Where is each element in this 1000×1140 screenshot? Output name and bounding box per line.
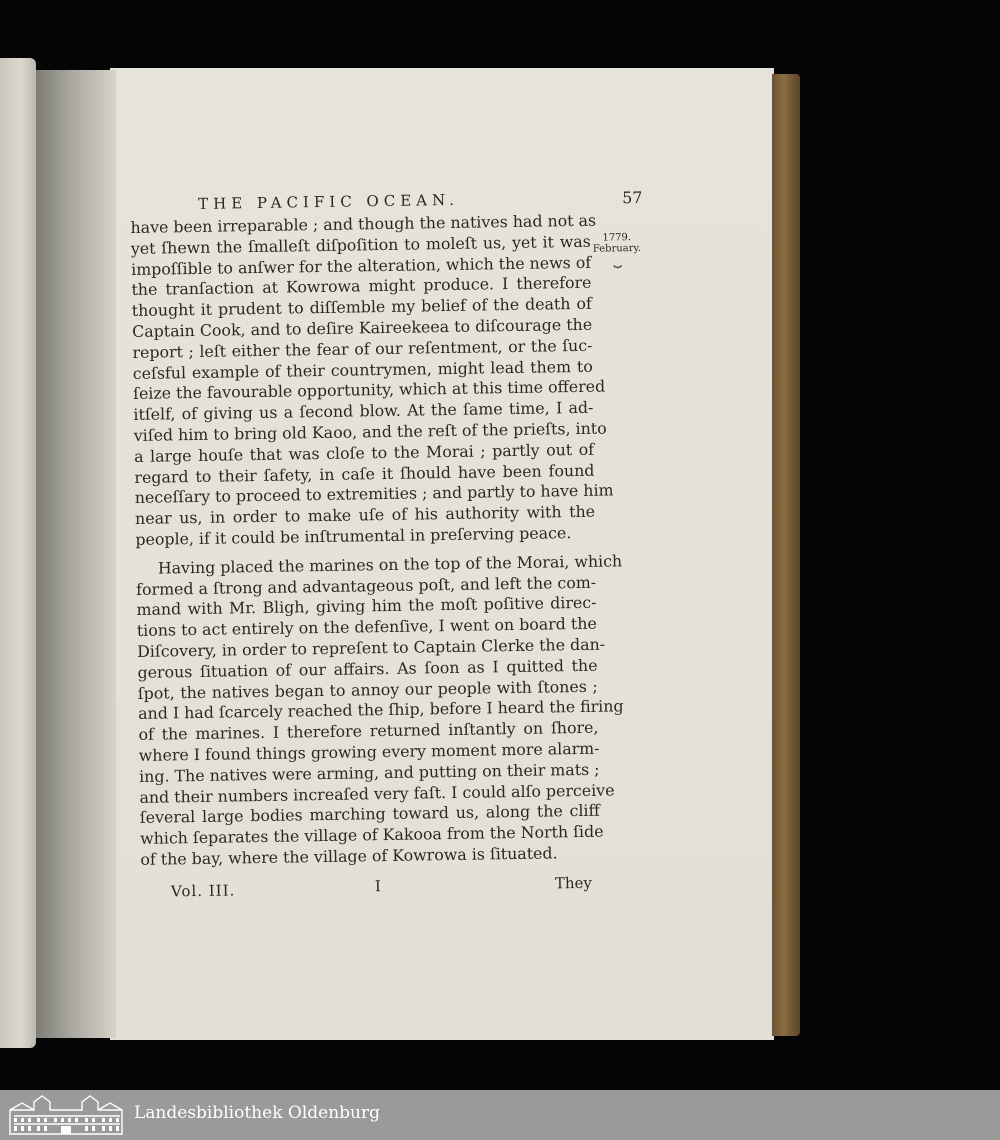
catchword: They bbox=[554, 873, 593, 893]
margin-note-year: 1779. bbox=[602, 232, 632, 244]
book-cover-edge bbox=[772, 74, 800, 1036]
text-line: people, if it could be inſtrumental in preſerving peace. bbox=[135, 523, 572, 549]
text-line: near us, in order to make uſe of his authority with the bbox=[134, 501, 596, 529]
text-line: formed a ſtrong and advantageous poſt, and left the com- bbox=[136, 572, 597, 599]
text-line: thought it prudent to diſſemble my belief of the death of bbox=[131, 293, 592, 321]
text-line: viſed him to bring old Kaoo, and the reſt of the prieſts, into bbox=[133, 418, 607, 445]
text-line: and their numbers increaſed very faſt. I could alſo perceive bbox=[139, 779, 615, 807]
text-line: ſeveral large bodies marching toward us, along the cliff bbox=[139, 801, 600, 828]
text-line: a large houſe that was cloſe to the Morai ; partly out of bbox=[133, 439, 595, 466]
text-line: report ; leſt either the fear of our reſentment, or the ſuc- bbox=[132, 335, 593, 362]
text-line: mand with Mr. Bligh, giving him the moſt poſitive direc- bbox=[136, 593, 597, 620]
signature-mark: I bbox=[374, 876, 381, 895]
text-line: regard to their ſafety, in caſe it ſhould have been found bbox=[134, 460, 595, 487]
text-line: Captain Cook, and to deſire Kaireekeea to diſcourage the bbox=[132, 314, 593, 341]
page-gutter-shadow bbox=[36, 70, 116, 1038]
facing-page-edge bbox=[0, 58, 36, 1048]
text-line: have been irreparable ; and though the natives had not as bbox=[130, 210, 597, 237]
text-line: of the bay, where the village of Kowrowa is ſituated. bbox=[140, 843, 558, 869]
text-line: the tranſaction at Kowrowa might produce. I therefore bbox=[131, 273, 592, 300]
text-line: Having placed the marines on the top of the Morai, which bbox=[157, 551, 623, 578]
text-line: and I had ſcarcely reached the ſhip, before I heard the firing bbox=[138, 696, 624, 724]
library-name: Landesbibliothek Oldenburg bbox=[134, 1103, 381, 1123]
text-line: yet ſhewn the ſmalleſt diſpoſition to moleſt us, yet it was bbox=[130, 231, 591, 258]
text-line: of the marines. I therefore returned inſtantly on ſhore, bbox=[138, 717, 599, 745]
text-line: ing. The natives were arming, and putting on their mats ; bbox=[138, 759, 600, 786]
text-line: Diſcovery, in order to repreſent to Captain Clerke the dan- bbox=[137, 634, 606, 661]
paragraph-1 bbox=[130, 210, 614, 551]
paragraph-2 bbox=[136, 551, 624, 870]
text-line: tions to act entirely on the defenſive, I went on board the bbox=[136, 613, 597, 641]
library-building-logo-icon bbox=[8, 1094, 124, 1136]
text-line: where I found things growing every moment more alarm- bbox=[138, 738, 600, 765]
running-head-title: THE PACIFIC OCEAN. bbox=[198, 190, 460, 213]
margin-note-month: February. bbox=[592, 242, 642, 255]
text-line: gerous ſituation of our affairs. As ſoon as I quitted the bbox=[137, 655, 598, 682]
text-line: which ſeparates the village of Kakooa from the North ſide bbox=[139, 821, 604, 849]
text-line: ceſsful example of their countrymen, might lead them to bbox=[132, 356, 593, 383]
text-line: impoſſible to anſwer for the alteration, which the news of bbox=[131, 252, 592, 279]
text-line: ſpot, the natives began to annoy our people with ſtones ; bbox=[137, 676, 598, 703]
text-line: ſeize the favourable opportunity, which at this time offered bbox=[132, 376, 606, 404]
text-line: neceſſary to proceed to extremities ; and partly to have him bbox=[134, 480, 614, 508]
margin-note-date bbox=[587, 232, 648, 267]
volume-label: Vol. III. bbox=[170, 881, 236, 901]
library-banner bbox=[0, 1090, 1000, 1140]
page-number: 57 bbox=[621, 187, 643, 208]
page-content bbox=[130, 187, 643, 903]
text-line: itſelf, of giving us a ſecond blow. At the ſame time, I ad- bbox=[133, 397, 594, 425]
brace-icon: ⏟ bbox=[613, 252, 621, 269]
